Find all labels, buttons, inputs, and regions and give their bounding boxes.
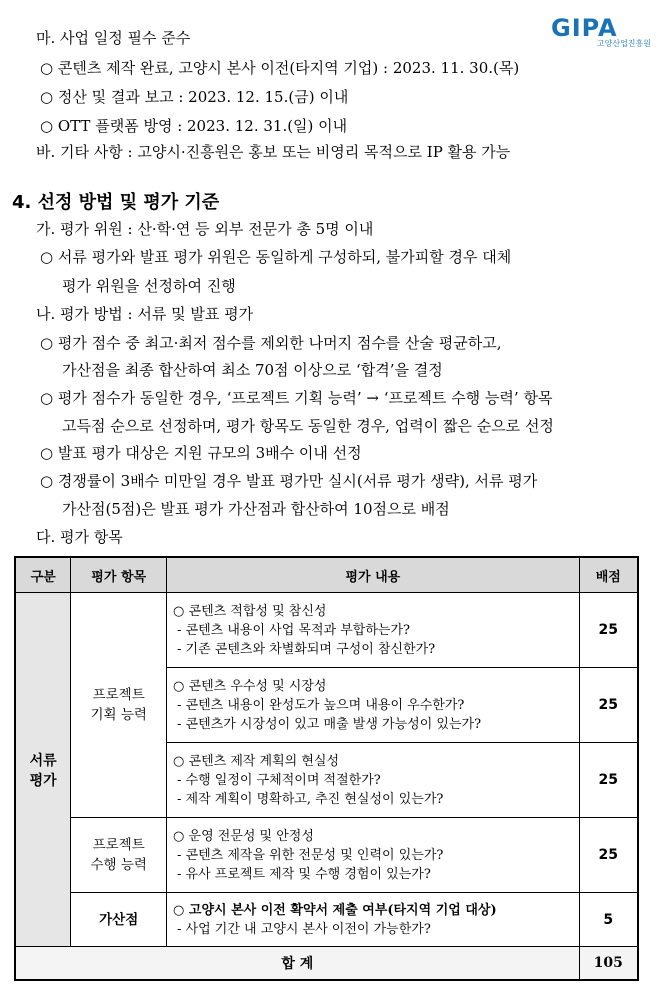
logo-mark: GIPA	[551, 14, 618, 42]
score-cell: 5	[579, 893, 638, 947]
table-row	[15, 893, 638, 947]
section-na: 나. 평가 방법 : 서류 및 발표 평가	[36, 305, 254, 323]
score-cell: 25	[579, 818, 638, 893]
content-detail: - 콘텐츠 제작을 위한 전문성 및 인력이 있는가?	[177, 847, 444, 863]
content-detail: - 유사 프로젝트 제작 및 수행 경험이 있는가?	[177, 866, 431, 882]
committee-item-1: ○ 서류 평가와 발표 평가 위원은 동일하게 구성하되, 불가피할 경우 대체	[40, 248, 512, 266]
method-item-4-cont: 가산점(5점)은 발표 평가 가산점과 합산하여 10점으로 배점	[62, 500, 450, 518]
header-item: 평가 항목	[71, 557, 167, 593]
content-detail: - 제작 계획이 명확하고, 추진 현실성이 있는가?	[177, 791, 444, 807]
content-cell	[167, 668, 580, 743]
section-ga: 가. 평가 위원 : 산·학·연 등 외부 전문가 총 5명 이내	[36, 220, 374, 238]
content-title: ○ 콘텐츠 우수성 및 시장성	[173, 678, 327, 694]
content-detail: - 콘텐츠가 시장성이 있고 매출 발생 가능성이 있는가?	[177, 716, 482, 732]
content-detail: - 수행 일정이 구체적이며 적절한가?	[177, 772, 381, 788]
content-title: ○ 고양시 본사 이전 확약서 제출 여부(타지역 기업 대상)	[173, 902, 497, 918]
content-detail: - 콘텐츠 내용이 완성도가 높으며 내용이 우수한가?	[177, 697, 465, 713]
header-content: 평가 내용	[167, 557, 580, 593]
logo-subtitle: 고양산업진흥원	[596, 39, 651, 48]
content-detail: - 사업 기간 내 고양시 본사 이전이 가능한가?	[177, 921, 431, 937]
evaluation-table	[14, 556, 639, 981]
method-item-1-cont: 가산점을 최종 합산하여 최소 70점 이상으로 ‘합격’을 결정	[62, 361, 443, 379]
content-title: ○ 운영 전문성 및 안정성	[173, 828, 314, 844]
content-cell	[167, 593, 580, 668]
method-item-4: ○ 경쟁률이 3배수 미만일 경우 발표 평가만 실시(서류 평가 생략), 서류 평가	[40, 472, 538, 490]
header-category: 구분	[15, 557, 71, 593]
total-label: 합 계	[15, 947, 579, 981]
method-item-3: ○ 발표 평가 대상은 지원 규모의 3배수 이내 선정	[40, 444, 362, 462]
content-title: ○ 콘텐츠 적합성 및 참신성	[173, 603, 327, 619]
table-row	[15, 593, 638, 668]
table-row	[15, 818, 638, 893]
content-title: ○ 콘텐츠 제작 계획의 현실성	[173, 753, 340, 769]
method-item-2: ○ 평가 점수가 동일한 경우, ‘프로젝트 기획 능력’ → ‘프로젝트 수행 능력’ 항목	[40, 389, 553, 407]
content-cell	[167, 893, 580, 947]
method-item-1: ○ 평가 점수 중 최고·최저 점수를 제외한 나머지 점수를 산술 평균하고,	[40, 334, 502, 352]
section-da: 다. 평가 항목	[36, 528, 123, 546]
schedule-item-2: ○ 정산 및 결과 보고 : 2023. 12. 15.(금) 이내	[40, 88, 349, 106]
section-ba: 바. 기타 사항 : 고양시·진흥원은 홍보 또는 비영리 목적으로 IP 활용 가능	[36, 143, 511, 161]
committee-item-1-cont: 평가 위원을 선정하여 진행	[62, 277, 236, 295]
item-bonus-cell: 가산점	[71, 893, 167, 947]
score-cell: 25	[579, 668, 638, 743]
score-cell: 25	[579, 593, 638, 668]
content-detail: - 콘텐츠 내용이 사업 목적과 부합하는가?	[177, 622, 410, 638]
gipa-logo	[551, 14, 651, 48]
item-plan-cell: 프로젝트 기획 능력	[71, 593, 167, 818]
category-cell: 서류 평가	[15, 593, 71, 947]
section-heading: 4. 선정 방법 및 평가 기준	[12, 192, 220, 213]
section-ma: 마. 사업 일정 필수 준수	[36, 29, 191, 47]
schedule-item-1: ○ 콘텐츠 제작 완료, 고양시 본사 이전(타지역 기업) : 2023. 11. 30.(목)	[40, 59, 520, 77]
content-cell	[167, 743, 580, 818]
method-item-2-cont: 고득점 순으로 선정하며, 평가 항목도 동일한 경우, 업력이 짧은 순으로 선정	[62, 417, 554, 435]
content-detail: - 기존 콘텐츠와 차별화되며 구성이 참신한가?	[177, 641, 436, 657]
content-cell	[167, 818, 580, 893]
score-cell: 25	[579, 743, 638, 818]
total-score: 105	[579, 947, 638, 981]
table-total-row	[15, 947, 638, 981]
item-exec-cell: 프로젝트 수행 능력	[71, 818, 167, 893]
schedule-item-3: ○ OTT 플랫폼 방영 : 2023. 12. 31.(일) 이내	[40, 117, 348, 135]
header-score: 배점	[579, 557, 638, 593]
table-header-row	[15, 557, 638, 593]
